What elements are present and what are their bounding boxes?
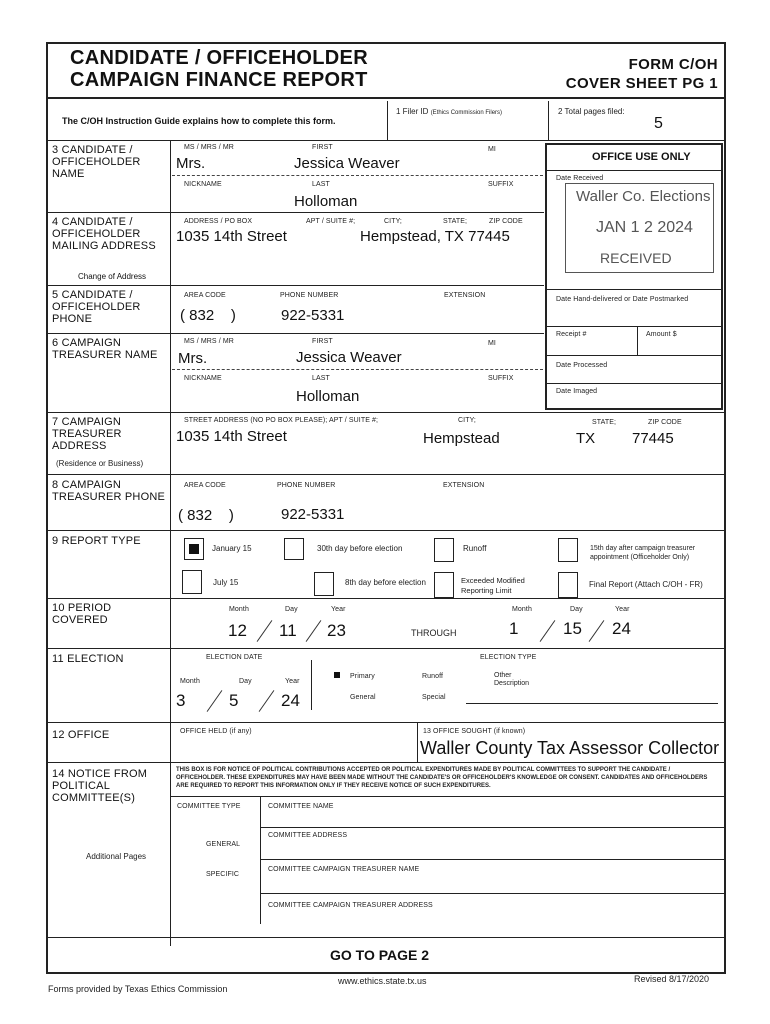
sec4-city-label: CITY;: [384, 218, 402, 225]
office-sought-value: Waller County Tax Assessor Collector: [420, 738, 720, 758]
sec3-nickname-label: NICKNAME: [184, 181, 222, 188]
treasurer-state: TX: [576, 430, 596, 447]
election-type-label: ELECTION TYPE: [480, 654, 537, 661]
sec7-residence-note: (Residence or Business): [56, 459, 144, 468]
office-held-label: OFFICE HELD (if any): [180, 728, 252, 735]
date-imaged-label: Date Imaged: [556, 388, 598, 395]
report-type-8th-checkbox[interactable]: [314, 572, 334, 596]
date-processed-label: Date Processed: [556, 362, 608, 369]
checkbox-mark: [189, 544, 199, 554]
sec6-suffix-label: SUFFIX: [488, 375, 514, 382]
form-id: [566, 55, 718, 93]
election-date-label: ELECTION DATE: [206, 654, 263, 661]
treasurer-title: Mrs.: [178, 350, 208, 367]
from-year-label: Year: [331, 606, 346, 613]
sec5-ext-label: EXTENSION: [444, 292, 486, 299]
candidate-address: 1035 14th Street: [176, 228, 287, 245]
to-day-label: Day: [570, 606, 583, 613]
sec4-label: 4 CANDIDATE / OFFICEHOLDER MAILING ADDRESS: [52, 216, 156, 252]
period-to-year: 24: [612, 619, 631, 638]
sec6-mi-label: MI: [488, 340, 496, 347]
sec5-label: 5 CANDIDATE / OFFICEHOLDER PHONE: [52, 289, 141, 325]
form-code: FORM C/OH: [628, 56, 718, 73]
sec4-apt-label: APT / SUITE #;: [306, 218, 356, 225]
report-type-exceeded-label: Exceeded Modified Reporting Limit: [461, 576, 525, 595]
hand-delivered-label: Date Hand-delivered or Date Postmarked: [556, 296, 689, 303]
sec12-label: 12 OFFICE: [52, 729, 110, 741]
candidate-city-state-zip: Hempstead, TX 77445: [360, 228, 510, 245]
change-of-address: Change of Address: [78, 272, 147, 281]
candidate-area-code: ( 832 ): [180, 307, 236, 324]
sec4-state-label: STATE;: [443, 218, 468, 225]
committee-specific-label: SPECIFIC: [206, 871, 240, 878]
sec5-area-label: AREA CODE: [184, 292, 226, 299]
committee-name-label: COMMITTEE NAME: [268, 803, 334, 810]
committee-treasurer-address-label: COMMITTEE CAMPAIGN TREASURER ADDRESS: [268, 902, 433, 909]
form-title: [70, 47, 368, 91]
total-pages-label: 2 Total pages filed:: [558, 107, 625, 116]
to-year-label: Year: [615, 606, 630, 613]
period-to-month: 1: [509, 619, 519, 638]
runoff-election-label: Runoff: [422, 673, 444, 680]
title-line-2: CAMPAIGN FINANCE REPORT: [70, 69, 368, 91]
report-type-exceeded-checkbox[interactable]: [434, 572, 454, 598]
go-to-page-2: GO TO PAGE 2: [330, 947, 430, 963]
report-type-jul15-label: July 15: [213, 578, 239, 587]
ethics-url: www.ethics.state.tx.us: [338, 976, 427, 986]
from-day-label: Day: [285, 606, 298, 613]
report-type-30th-label: 30th day before election: [317, 544, 403, 553]
election-year-label: Year: [285, 678, 300, 685]
treasurer-phone: 922-5331: [281, 506, 345, 523]
general-election-label: General: [350, 694, 376, 701]
stamp-date: JAN 1 2 2024: [596, 219, 693, 236]
title-line-1: CANDIDATE / OFFICEHOLDER: [70, 47, 368, 69]
treasurer-city: Hempstead: [423, 430, 500, 447]
receipt-label: Receipt #: [556, 331, 587, 338]
treasurer-area-code: ( 832 ): [178, 507, 234, 524]
cover-sheet-label: COVER SHEET PG 1: [565, 75, 718, 92]
report-type-final-label: Final Report (Attach C/OH - FR): [589, 580, 703, 589]
committee-type-label: COMMITTEE TYPE: [177, 803, 241, 810]
sec9-label: 9 REPORT TYPE: [52, 535, 141, 547]
treasurer-first-name: Jessica Weaver: [296, 349, 402, 366]
other-description-label: Other Description: [494, 672, 530, 687]
treasurer-street: 1035 14th Street: [176, 428, 287, 445]
report-type-8th-label: 8th day before election: [345, 578, 426, 587]
date-received-label: Date Received: [556, 175, 604, 182]
filer-id-label: 1 Filer ID (Ethics Commission Filers): [396, 107, 503, 116]
candidate-title: Mrs.: [176, 155, 206, 172]
sec6-label: 6 CAMPAIGN TREASURER NAME: [52, 337, 158, 361]
forms-provided-by: Forms provided by Texas Ethics Commission: [48, 984, 228, 994]
election-day: 5: [229, 691, 239, 710]
committee-general-label: GENERAL: [206, 841, 241, 848]
stamp-received: RECEIVED: [600, 250, 672, 266]
report-type-jul15-checkbox[interactable]: [182, 570, 202, 594]
office-sought-label: 13 OFFICE SOUGHT (if known): [423, 728, 526, 735]
sec8-ext-label: EXTENSION: [443, 482, 485, 489]
report-type-final-checkbox[interactable]: [558, 572, 578, 598]
sec3-suffix-label: SUFFIX: [488, 181, 514, 188]
period-from-month: 12: [228, 621, 247, 640]
election-month-label: Month: [180, 678, 200, 685]
sec4-address-label: ADDRESS / PO BOX: [184, 218, 253, 225]
committee-treasurer-name-label: COMMITTEE CAMPAIGN TREASURER NAME: [268, 866, 420, 873]
total-pages-value: 5: [654, 115, 663, 132]
sec7-zip-label: ZIP CODE: [648, 419, 682, 426]
primary-checkbox-mark[interactable]: [334, 672, 340, 678]
sec7-label: 7 CAMPAIGN TREASURER ADDRESS: [52, 416, 122, 452]
sec7-city-label: CITY;: [458, 417, 476, 424]
candidate-phone: 922-5331: [281, 307, 345, 324]
sec7-street-label: STREET ADDRESS (NO PO BOX PLEASE); APT / SUITE #;: [184, 417, 379, 424]
amount-label: Amount $: [646, 331, 677, 338]
period-to-day: 15: [563, 619, 582, 638]
sec5-phone-label: PHONE NUMBER: [280, 292, 339, 299]
treasurer-last-name: Holloman: [296, 388, 360, 405]
report-type-runoff-label: Runoff: [463, 544, 487, 553]
sec10-label: 10 PERIOD COVERED: [52, 602, 112, 626]
sec3-mi-label: MI: [488, 146, 496, 153]
instruction-text: The C/OH Instruction Guide explains how to complete this form.: [62, 116, 336, 126]
primary-label: Primary: [350, 673, 375, 680]
office-use-title: OFFICE USE ONLY: [592, 151, 691, 163]
report-type-runoff-checkbox[interactable]: [434, 538, 454, 562]
report-type-jan15-checkbox[interactable]: [184, 538, 204, 560]
sec11-label: 11 ELECTION: [52, 653, 124, 665]
report-type-jan15-label: January 15: [212, 544, 252, 553]
additional-pages-label: Additional Pages: [86, 852, 147, 861]
sec8-label: 8 CAMPAIGN TREASURER PHONE: [52, 479, 166, 503]
sec3-ms-label: MS / MRS / MR: [184, 144, 234, 151]
committee-address-label: COMMITTEE ADDRESS: [268, 832, 348, 839]
election-month: 3: [176, 691, 186, 710]
sec8-area-label: AREA CODE: [184, 482, 226, 489]
sec14-label: 14 NOTICE FROM POLITICAL COMMITTEE(S): [52, 768, 148, 804]
special-election-label: Special: [422, 694, 446, 701]
period-from-day: 11: [279, 621, 297, 640]
revised-date: Revised 8/17/2020: [634, 974, 710, 984]
through-label: THROUGH: [411, 628, 457, 638]
stamp-office: Waller Co. Elections: [576, 188, 711, 205]
candidate-last-name: Holloman: [294, 193, 358, 210]
election-day-label: Day: [239, 678, 252, 685]
sec3-label: 3 CANDIDATE / OFFICEHOLDER NAME: [52, 144, 141, 180]
report-type-30th-checkbox[interactable]: [284, 538, 304, 560]
sec6-first-label: FIRST: [312, 338, 333, 345]
election-year: 24: [281, 691, 300, 710]
sec6-last-label: LAST: [312, 375, 330, 382]
sec3-last-label: LAST: [312, 181, 330, 188]
to-month-label: Month: [512, 606, 532, 613]
sec7-state-label: STATE;: [592, 419, 617, 426]
sec6-nickname-label: NICKNAME: [184, 375, 222, 382]
sec4-zip-label: ZIP CODE: [489, 218, 523, 225]
treasurer-zip: 77445: [632, 430, 674, 447]
candidate-first-name: Jessica Weaver: [294, 155, 400, 172]
period-from-year: 23: [327, 621, 346, 640]
sec3-first-label: FIRST: [312, 144, 333, 151]
report-type-15th-checkbox[interactable]: [558, 538, 578, 562]
from-month-label: Month: [229, 606, 249, 613]
sec6-ms-label: MS / MRS / MR: [184, 338, 234, 345]
sec8-phone-label: PHONE NUMBER: [277, 482, 336, 489]
report-type-15th-label: 15th day after campaign treasurer appointment (Officeholder Only): [590, 545, 696, 561]
committee-notice-text: THIS BOX IS FOR NOTICE OF POLITICAL CONTRIBUTIONS ACCEPTED OR POLITICAL EXPENDITURES MADE BY POLITICAL COMMITTEES TO SUPPORT THE CANDIDATE / OFFICEHOLDER. THESE EXPENDITURES MAY HAVE BEEN MADE WITHOUT THE CANDIDATE'S OR OFFICEHOLDER'S KNOWLEDGE OR CONSENT. CANDIDATES AND OFFICEHOLDERS ARE REQUIRED TO REPORT THIS INFORMATION ONLY IF THEY RECEIVE NOTICE OF SUCH EXPENDITURES.: [176, 767, 708, 789]
